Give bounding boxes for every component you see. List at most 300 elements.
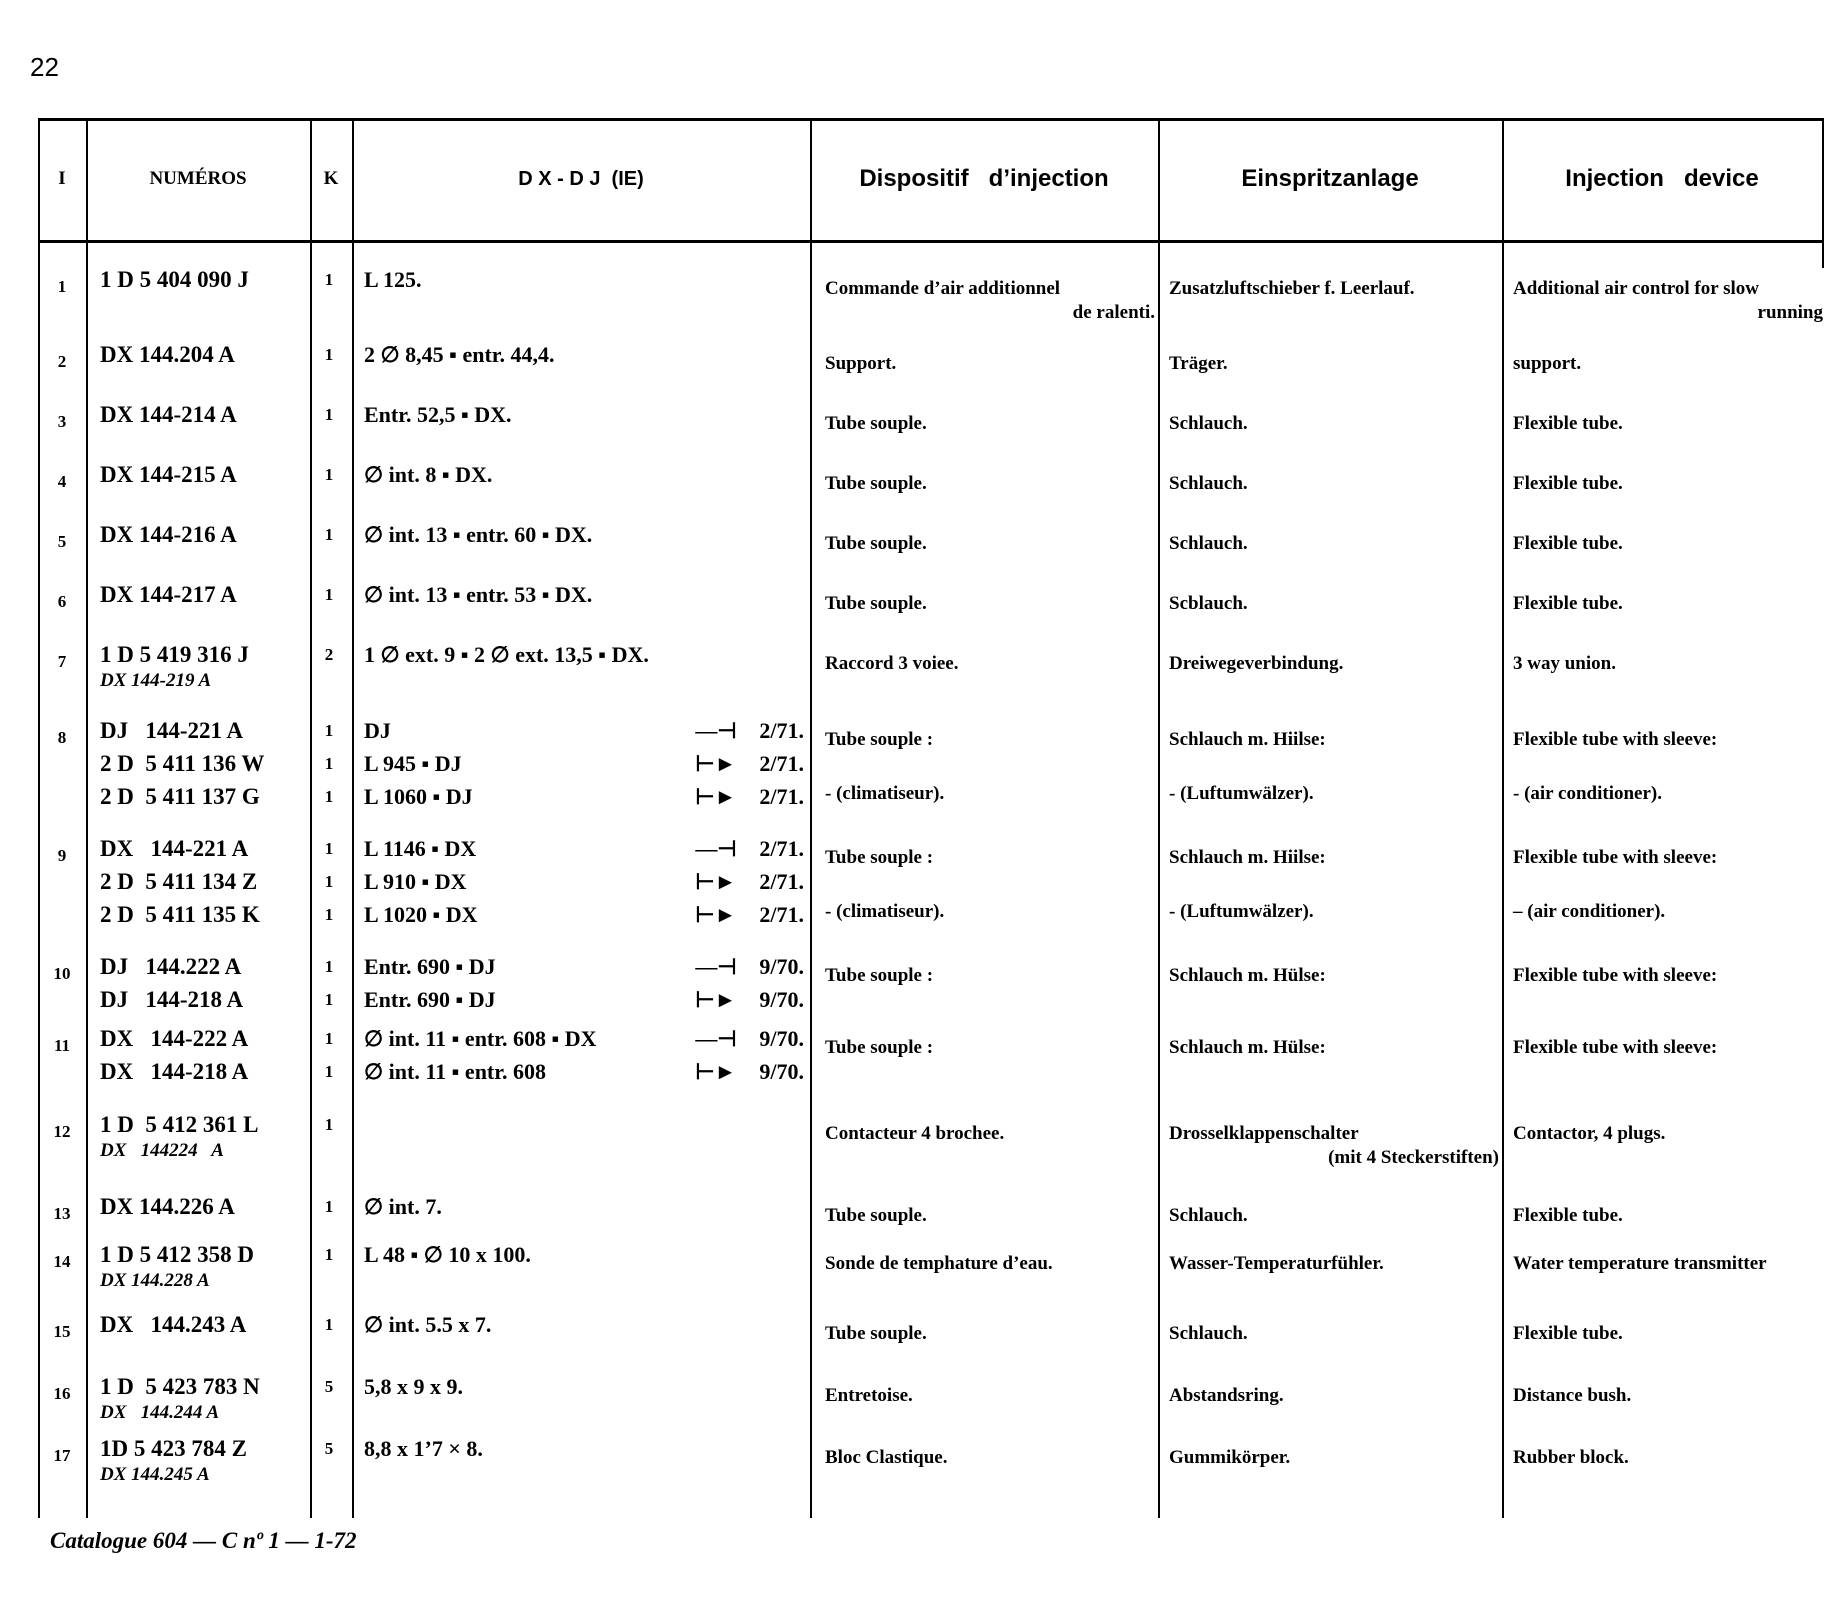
english-description <box>1513 1432 1823 1470</box>
german-description <box>1169 714 1499 806</box>
row-index: 5 <box>57 532 67 551</box>
validity <box>695 1055 804 1088</box>
header-model: D X - D J (IE) <box>518 167 644 190</box>
col-divider <box>1158 118 1160 1518</box>
english-description <box>1513 1238 1823 1276</box>
english-description <box>1513 1022 1823 1060</box>
german-description-line: Zusatzluftschieber f. Leerlauf. <box>1169 278 1415 299</box>
row-index: 12 <box>53 1122 71 1141</box>
english-description <box>1513 950 1823 988</box>
alt-part-number: DX 144224 A <box>100 1140 224 1161</box>
spec-line <box>364 780 804 813</box>
quantity-list <box>310 263 348 296</box>
spec-text: L 1020 ▪ DX <box>364 902 478 927</box>
quantity: 1 <box>324 270 334 289</box>
spec-line <box>364 518 804 551</box>
english-description-line: running <box>1757 302 1823 323</box>
part-number: DJ 144-221 A <box>100 718 244 743</box>
french-description-line: Tube souple. <box>825 413 927 434</box>
header-german: Einspritzanlage <box>1241 165 1419 192</box>
german-description-line: Drosselklappenschalter <box>1169 1123 1359 1144</box>
quantity: 5 <box>324 1439 334 1458</box>
validity-date: 9/70. <box>759 1026 804 1051</box>
row-index: 16 <box>53 1384 71 1403</box>
validity-date: 2/71. <box>759 836 804 861</box>
german-description-line: Gummikörper. <box>1169 1447 1291 1468</box>
specification <box>364 714 804 813</box>
header-french: Dispositif d’injection <box>859 165 1109 192</box>
quantity-list <box>310 638 348 671</box>
part-number: DX 144-217 A <box>100 582 237 607</box>
english-description <box>1513 338 1823 376</box>
spec-text: L 910 ▪ DX <box>364 869 467 894</box>
english-description-line: Flexible tube. <box>1513 1323 1623 1344</box>
spec-line <box>364 398 804 431</box>
part-numbers <box>100 1190 310 1223</box>
row-index: 4 <box>57 472 67 491</box>
french-description-line: Support. <box>825 353 897 374</box>
quantity-list <box>310 458 348 491</box>
german-description-line: Schlauch m. Hülse: <box>1169 1037 1326 1058</box>
spec-text: DJ <box>364 718 391 743</box>
part-number: 1 D 5 419 316 J <box>100 642 249 667</box>
quantity-list <box>310 714 348 813</box>
english-description-line: Flexible tube. <box>1513 533 1623 554</box>
german-description-line: (mit 4 Steckerstiften) <box>1328 1147 1499 1168</box>
header-numeros: NUMÉROS <box>149 168 247 189</box>
french-description <box>825 950 1155 988</box>
german-description-line: Träger. <box>1169 353 1228 374</box>
english-description-line: Contactor, 4 plugs. <box>1513 1123 1666 1144</box>
french-description-line: Bloc Clastique. <box>825 1447 948 1468</box>
english-description-line: - (air conditioner). <box>1513 783 1662 804</box>
validity-date: 2/71. <box>759 718 804 743</box>
part-number: DJ 144-218 A <box>100 987 244 1012</box>
quantity-list <box>310 950 348 1016</box>
french-description <box>825 458 1155 496</box>
specification <box>364 1022 804 1088</box>
german-description-line: Schlauch. <box>1169 1205 1248 1226</box>
part-numbers <box>100 1370 310 1423</box>
specification <box>364 338 804 371</box>
quantity-list <box>310 1308 348 1341</box>
english-description <box>1513 638 1823 676</box>
part-number: DX 144.204 A <box>100 342 235 367</box>
part-number: 1 D 5 412 358 D <box>100 1242 254 1267</box>
spec-line <box>364 638 804 671</box>
english-description <box>1513 398 1823 436</box>
english-description <box>1513 1308 1823 1346</box>
french-description-line: Entretoise. <box>825 1385 913 1406</box>
french-description-line: Contacteur 4 brochee. <box>825 1123 1005 1144</box>
quantity: 1 <box>324 905 334 924</box>
row-index: 9 <box>57 846 67 865</box>
alt-part-number: DX 144.245 A <box>100 1464 210 1485</box>
german-description <box>1169 1190 1499 1228</box>
validity-date: 9/70. <box>759 954 804 979</box>
quantity: 1 <box>324 1197 334 1216</box>
german-description <box>1169 1432 1499 1470</box>
french-description <box>825 638 1155 676</box>
part-number: DX 144.243 A <box>100 1312 247 1337</box>
part-numbers <box>100 518 310 551</box>
validity-date: 2/71. <box>759 784 804 809</box>
quantity: 1 <box>324 1029 334 1048</box>
french-description-line: - (climatiseur). <box>825 901 945 922</box>
english-description-line: Flexible tube with sleeve: <box>1513 965 1718 986</box>
part-number: DX 144-214 A <box>100 402 237 427</box>
row-index: 10 <box>53 964 71 983</box>
spec-text: ∅ int. 13 ▪ entr. 60 ▪ DX. <box>364 522 593 547</box>
specification <box>364 1238 804 1271</box>
validity <box>695 780 804 813</box>
spec-line <box>364 747 804 780</box>
quantity-list <box>310 1432 348 1465</box>
quantity: 1 <box>324 1062 334 1081</box>
english-description-line: Distance bush. <box>1513 1385 1632 1406</box>
specification <box>364 398 804 431</box>
spec-text: L 48 ▪ ∅ 10 x 100. <box>364 1242 531 1267</box>
part-number: 2 D 5 411 135 K <box>100 902 260 927</box>
part-number: 2 D 5 411 137 G <box>100 784 260 809</box>
col-divider <box>810 118 812 1518</box>
quantity: 1 <box>324 990 334 1009</box>
german-description-line: - (Luftumwälzer). <box>1169 783 1314 804</box>
part-numbers <box>100 338 310 371</box>
validity-arrow-icon: ⊢► <box>695 784 737 809</box>
french-description-line: Tube souple : <box>825 965 934 986</box>
col-divider <box>1502 118 1504 1518</box>
spec-line <box>364 1055 804 1088</box>
quantity: 2 <box>324 645 334 664</box>
english-description <box>1513 263 1823 325</box>
header-bottom-border <box>38 240 1824 243</box>
header-english: Injection device <box>1565 165 1759 192</box>
validity-date: 9/70. <box>759 1059 804 1084</box>
german-description <box>1169 458 1499 496</box>
german-description <box>1169 578 1499 616</box>
german-description-line: Schlauch m. Hiilse: <box>1169 729 1326 750</box>
spec-line <box>364 865 804 898</box>
part-numbers <box>100 1432 310 1485</box>
specification <box>364 1370 804 1403</box>
french-description-line: Tube souple. <box>825 1323 927 1344</box>
row-index: 14 <box>53 1252 71 1271</box>
english-description-line: Flexible tube with sleeve: <box>1513 729 1718 750</box>
validity-date: 2/71. <box>759 751 804 776</box>
spec-text: Entr. 690 ▪ DJ <box>364 954 496 979</box>
spec-text: Entr. 52,5 ▪ DX. <box>364 402 512 427</box>
spec-text: 5,8 x 9 x 9. <box>364 1374 463 1399</box>
specification <box>364 1190 804 1223</box>
row-index: 13 <box>53 1204 71 1223</box>
col-divider <box>352 118 354 1518</box>
german-description <box>1169 1022 1499 1060</box>
validity-date: 9/70. <box>759 987 804 1012</box>
french-description-line: Tube souple. <box>825 533 927 554</box>
quantity: 1 <box>324 721 334 740</box>
quantity: 1 <box>324 754 334 773</box>
quantity-list <box>310 1022 348 1088</box>
german-description-line: Schlauch. <box>1169 1323 1248 1344</box>
col-divider <box>1822 118 1824 268</box>
french-description <box>825 832 1155 924</box>
part-numbers <box>100 714 310 813</box>
part-number: DX 144-222 A <box>100 1026 249 1051</box>
part-numbers <box>100 1108 310 1161</box>
quantity-list <box>310 578 348 611</box>
validity <box>695 983 804 1016</box>
english-description-line: Flexible tube. <box>1513 593 1623 614</box>
page-number: 22 <box>30 52 59 82</box>
part-number: DX 144-218 A <box>100 1059 249 1084</box>
french-description-line: Commande d’air additionnel <box>825 278 1061 299</box>
validity-arrow-icon: —⊣ <box>695 1026 737 1051</box>
spec-text: ∅ int. 5.5 x 7. <box>364 1312 492 1337</box>
alt-part-number: DX 144-219 A <box>100 670 212 691</box>
row-index: 2 <box>57 352 67 371</box>
german-description <box>1169 638 1499 676</box>
spec-text: ∅ int. 7. <box>364 1194 442 1219</box>
specification <box>364 458 804 491</box>
spec-line <box>364 1190 804 1223</box>
german-description <box>1169 518 1499 556</box>
german-description <box>1169 1238 1499 1276</box>
spec-line <box>364 950 804 983</box>
french-description <box>825 1238 1155 1276</box>
quantity: 1 <box>324 787 334 806</box>
quantity-list <box>310 1370 348 1403</box>
spec-line <box>364 714 804 747</box>
english-description <box>1513 714 1823 806</box>
quantity-list <box>310 1238 348 1271</box>
validity-arrow-icon: ⊢► <box>695 751 737 776</box>
spec-line <box>364 983 804 1016</box>
german-description-line: Schlauch. <box>1169 533 1248 554</box>
french-description <box>825 263 1155 325</box>
spec-line <box>364 458 804 491</box>
german-description <box>1169 832 1499 924</box>
spec-line <box>364 898 804 931</box>
spec-line <box>364 832 804 865</box>
part-numbers <box>100 950 310 1016</box>
row-index: 7 <box>57 652 67 671</box>
quantity: 1 <box>324 957 334 976</box>
english-description-line: – (air conditioner). <box>1513 901 1666 922</box>
validity-arrow-icon: ⊢► <box>695 902 737 927</box>
specification <box>364 638 804 671</box>
row-index: 3 <box>57 412 67 431</box>
validity-arrow-icon: —⊣ <box>695 718 737 743</box>
spec-text: ∅ int. 13 ▪ entr. 53 ▪ DX. <box>364 582 593 607</box>
french-description <box>825 1022 1155 1060</box>
spec-text: 1 ∅ ext. 9 ▪ 2 ∅ ext. 13,5 ▪ DX. <box>364 642 649 667</box>
french-description-line: Tube souple. <box>825 593 927 614</box>
english-description-line: Rubber block. <box>1513 1447 1629 1468</box>
validity <box>695 714 804 747</box>
german-description-line: Wasser-Temperaturfühler. <box>1169 1253 1384 1274</box>
english-description-line: 3 way union. <box>1513 653 1616 674</box>
german-description <box>1169 1308 1499 1346</box>
part-numbers <box>100 578 310 611</box>
part-number: 2 D 5 411 136 W <box>100 751 265 776</box>
english-description-line: Additional air control for slow <box>1513 278 1759 299</box>
english-description-line: Flexible tube. <box>1513 473 1623 494</box>
part-number: 1 D 5 404 090 J <box>100 267 249 292</box>
spec-line <box>364 1370 804 1403</box>
specification <box>364 832 804 931</box>
english-description-line: Water temperature transmitter <box>1513 1253 1767 1274</box>
col-divider <box>86 118 88 1518</box>
french-description <box>825 518 1155 556</box>
quantity-list <box>310 832 348 931</box>
part-numbers <box>100 263 310 296</box>
spec-text: L 1060 ▪ DJ <box>364 784 473 809</box>
specification <box>364 578 804 611</box>
spec-line <box>364 338 804 371</box>
german-description <box>1169 263 1499 301</box>
catalogue-footer: Catalogue 604 — C nº 1 — 1-72 <box>50 1528 357 1553</box>
spec-line <box>364 1432 804 1465</box>
german-description-line: Scblauch. <box>1169 593 1248 614</box>
part-number: 1 D 5 412 361 L <box>100 1112 259 1137</box>
french-description-line: de ralenti. <box>1072 302 1155 323</box>
part-number: DJ 144.222 A <box>100 954 242 979</box>
part-number: DX 144-221 A <box>100 836 249 861</box>
validity-arrow-icon: ⊢► <box>695 869 737 894</box>
spec-text: Entr. 690 ▪ DJ <box>364 987 496 1012</box>
part-number: 1D 5 423 784 Z <box>100 1436 247 1461</box>
validity-arrow-icon: —⊣ <box>695 954 737 979</box>
german-description-line: Schlauch. <box>1169 473 1248 494</box>
french-description-line: Tube souple. <box>825 1205 927 1226</box>
english-description-line: Flexible tube with sleeve: <box>1513 847 1718 868</box>
validity-arrow-icon: ⊢► <box>695 1059 737 1084</box>
spec-text: ∅ int. 11 ▪ entr. 608 ▪ DX <box>364 1026 597 1051</box>
quantity: 1 <box>324 525 334 544</box>
validity <box>695 898 804 931</box>
german-description-line: Schlauch m. Hülse: <box>1169 965 1326 986</box>
german-description <box>1169 1108 1499 1170</box>
row-index: 17 <box>53 1446 71 1465</box>
row-index: 8 <box>57 728 67 747</box>
quantity: 1 <box>324 839 334 858</box>
german-description <box>1169 338 1499 376</box>
quantity: 1 <box>324 405 334 424</box>
english-description <box>1513 518 1823 556</box>
validity <box>695 950 804 983</box>
spec-line <box>364 578 804 611</box>
french-description <box>825 1370 1155 1408</box>
quantity-list <box>310 398 348 431</box>
spec-line <box>364 263 804 296</box>
part-numbers <box>100 458 310 491</box>
part-numbers <box>100 1238 310 1291</box>
german-description-line: Schlauch. <box>1169 413 1248 434</box>
french-description-line: Tube souple. <box>825 473 927 494</box>
specification <box>364 518 804 551</box>
quantity: 1 <box>324 1245 334 1264</box>
quantity-list <box>310 518 348 551</box>
french-description-line: Sonde de temphature d’eau. <box>825 1253 1053 1274</box>
english-description <box>1513 458 1823 496</box>
french-description <box>825 714 1155 806</box>
english-description <box>1513 578 1823 616</box>
french-description-line: Raccord 3 voiee. <box>825 653 959 674</box>
validity-arrow-icon: ⊢► <box>695 987 737 1012</box>
spec-text: 8,8 x 1’7 × 8. <box>364 1436 483 1461</box>
english-description <box>1513 832 1823 924</box>
quantity-list <box>310 1108 348 1141</box>
english-description <box>1513 1370 1823 1408</box>
parts-table <box>38 118 1824 1518</box>
spec-text: L 125. <box>364 267 422 292</box>
part-number: 1 D 5 423 783 N <box>100 1374 260 1399</box>
part-number: DX 144-215 A <box>100 462 237 487</box>
spec-text: L 1146 ▪ DX <box>364 836 477 861</box>
german-description-line: Dreiwegeverbindung. <box>1169 653 1344 674</box>
header-k: K <box>323 168 339 189</box>
row-index: 11 <box>53 1036 71 1055</box>
german-description <box>1169 1370 1499 1408</box>
alt-part-number: DX 144.228 A <box>100 1270 210 1291</box>
header-i: I <box>58 168 66 189</box>
specification <box>364 263 804 296</box>
french-description-line: Tube souple : <box>825 1037 934 1058</box>
french-description <box>825 578 1155 616</box>
german-description <box>1169 398 1499 436</box>
row-index: 1 <box>57 277 67 296</box>
spec-line <box>364 1022 804 1055</box>
validity-arrow-icon: —⊣ <box>695 836 737 861</box>
quantity: 5 <box>324 1377 334 1396</box>
french-description-line: - (climatiseur). <box>825 783 945 804</box>
part-number: DX 144-216 A <box>100 522 237 547</box>
french-description <box>825 1432 1155 1470</box>
specification <box>364 1308 804 1341</box>
part-numbers <box>100 638 310 691</box>
validity <box>695 747 804 780</box>
german-description-line: Abstandsring. <box>1169 1385 1284 1406</box>
english-description-line: Flexible tube with sleeve: <box>1513 1037 1718 1058</box>
part-number: DX 144.226 A <box>100 1194 235 1219</box>
specification <box>364 1432 804 1465</box>
french-description <box>825 1308 1155 1346</box>
specification <box>364 950 804 1016</box>
french-description <box>825 1190 1155 1228</box>
english-description <box>1513 1190 1823 1228</box>
french-description-line: Tube souple : <box>825 847 934 868</box>
spec-line <box>364 1238 804 1271</box>
french-description <box>825 338 1155 376</box>
quantity: 1 <box>324 1115 334 1134</box>
validity <box>695 865 804 898</box>
quantity: 1 <box>324 585 334 604</box>
spec-text: 2 ∅ 8,45 ▪ entr. 44,4. <box>364 342 555 367</box>
german-description <box>1169 950 1499 988</box>
quantity: 1 <box>324 465 334 484</box>
part-numbers <box>100 398 310 431</box>
part-numbers <box>100 832 310 931</box>
validity-date: 2/71. <box>759 869 804 894</box>
german-description-line: - (Luftumwälzer). <box>1169 901 1314 922</box>
english-description-line: Flexible tube. <box>1513 1205 1623 1226</box>
french-description-line: Tube souple : <box>825 729 934 750</box>
quantity: 1 <box>324 872 334 891</box>
quantity: 1 <box>324 345 334 364</box>
alt-part-number: DX 144.244 A <box>100 1402 220 1423</box>
validity <box>695 1022 804 1055</box>
